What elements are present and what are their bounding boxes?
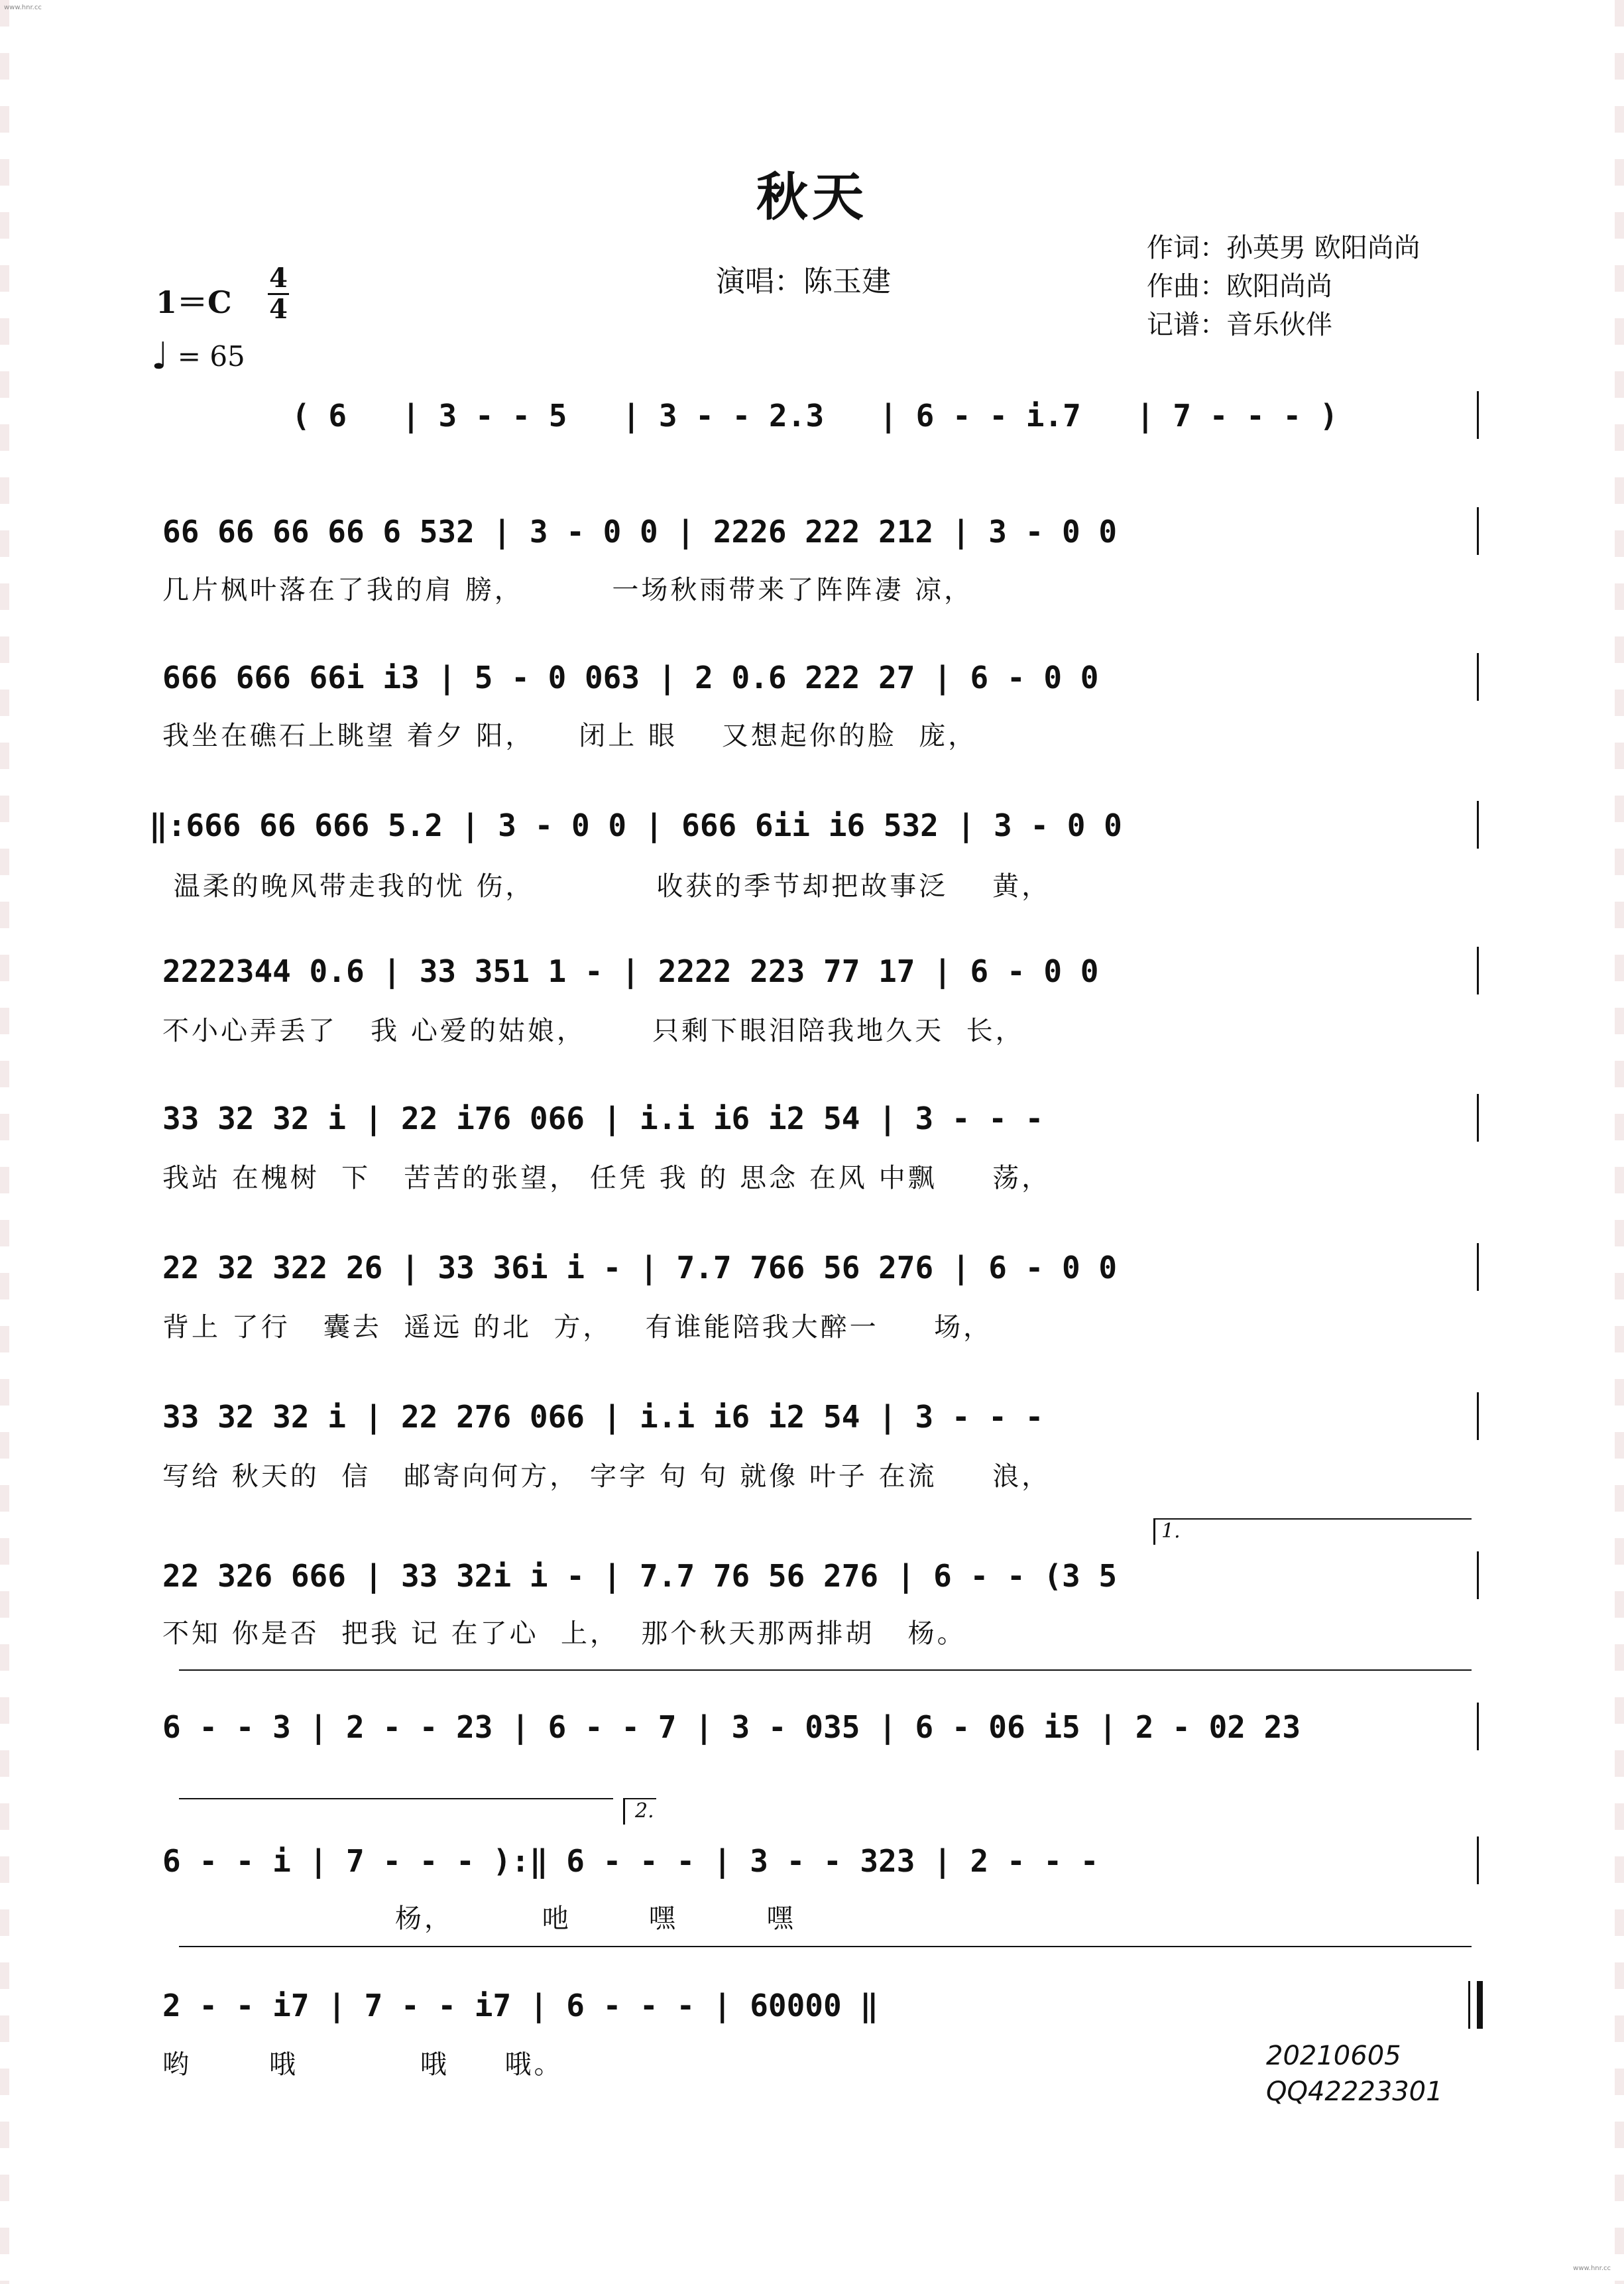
volta-1-bracket-left — [1153, 1518, 1155, 1545]
system-5-end-bar — [1477, 947, 1479, 994]
time-signature-bottom: 4 — [269, 294, 288, 325]
system-10-volta-line — [179, 1798, 613, 1799]
system-3-lyrics: 我坐在礁石上眺望 着夕 阳， 闭上 眼 又想起你的脸 庞， — [162, 721, 978, 751]
system-8-lyrics: 写给 秋天的 信 邮寄向何方， 字字 句 句 就像 叶子 在流 浪， — [162, 1461, 1051, 1492]
volta-1-label: 1. — [1161, 1520, 1181, 1543]
system-9-end-bar — [1477, 1551, 1479, 1599]
system-7-notes: 22 32 322 26 | 33 36i i - | 7.7 766 56 276 | 6 - 0 0 — [162, 1250, 1118, 1286]
system-11-notes: 6 - - i | 7 - - - ):‖ 6 - - - | 3 - - 323 | 2 - - - — [162, 1843, 1099, 1879]
system-1-end-bar — [1477, 391, 1479, 439]
system-7-end-bar — [1477, 1243, 1479, 1291]
system-4-end-bar — [1477, 801, 1479, 849]
credits-block — [1147, 229, 1421, 344]
system-12-lyrics: 哟 哦 哦 哦。 — [162, 2049, 563, 2080]
composer-credit: 作曲：欧阳尚尚 — [1147, 271, 1332, 302]
key-signature: 1＝C — [156, 284, 232, 320]
system-11-end-bar — [1477, 1836, 1479, 1884]
system-3-notes: 666 666 66i i3 | 5 - 0 063 | 2 0.6 222 27 | 6 - 0 0 — [162, 660, 1099, 695]
right-watermark-strip — [1615, 0, 1624, 2284]
corner-mark-top-left: www.hnr.cc — [4, 4, 42, 11]
system-5-lyrics: 不小心弄丢了 我 心爱的姑娘， 只剩下眼泪陪我地久天 长， — [162, 1016, 1025, 1046]
final-bar-thin — [1468, 1981, 1470, 2029]
system-11-volta-line — [179, 1946, 1472, 1947]
system-6-notes: 33 32 32 i | 22 i76 066 | i.i i6 i2 54 | 3 - - - — [162, 1101, 1044, 1136]
left-watermark-strip — [0, 0, 9, 2284]
system-9-notes: 22 326 666 | 33 32i i - | 7.7 76 56 276 | 6 - - (3 5 — [162, 1558, 1118, 1594]
tempo-value: = 65 — [177, 340, 245, 373]
system-3-end-bar — [1477, 653, 1479, 701]
system-8-end-bar — [1477, 1392, 1479, 1440]
system-1-notes: ( 6 | 3 - - 5 | 3 - - 2.3 | 6 - - i.7 | 7 - - - ) — [292, 398, 1338, 434]
system-5-notes: 2222344 0.6 | 33 351 1 - | 2222 223 77 17 | 6 - 0 0 — [162, 953, 1099, 989]
system-8-notes: 33 32 32 i | 22 276 066 | i.i i6 i2 54 | 3 - - - — [162, 1399, 1044, 1435]
footer-date: 20210605 — [1266, 2041, 1401, 2071]
quarter-note-icon: ♩ — [151, 335, 169, 378]
system-4-lyrics: 温柔的晚风带走我的忧 伤， 收获的季节却把故事泛 黄， — [162, 871, 1051, 902]
system-2-notes: 66 66 66 66 6 532 | 3 - 0 0 | 2226 222 212 | 3 - 0 0 — [162, 514, 1118, 550]
system-6-end-bar — [1477, 1094, 1479, 1142]
volta-2-bracket-left — [623, 1798, 625, 1825]
footer-qq: QQ42223301 — [1266, 2076, 1443, 2107]
system-4-notes: ‖:666 66 666 5.2 | 3 - 0 0 | 666 6ii i6 532 | 3 - 0 0 — [149, 808, 1122, 843]
volta-1-bracket — [1153, 1518, 1472, 1520]
system-9-lyrics: 不知 你是否 把我 记 在了心 上， 那个秋天那两排胡 杨。 — [162, 1618, 966, 1649]
corner-mark-bottom-right: www.hnr.cc — [1573, 2265, 1611, 2272]
time-signature — [265, 264, 292, 324]
time-signature-top: 4 — [269, 263, 288, 294]
system-10-end-bar — [1477, 1703, 1479, 1750]
system-11-lyrics: 杨， 吔 嘿 嘿 — [162, 1903, 796, 1934]
singer-credit: 演唱：陈玉建 — [716, 265, 891, 298]
tempo-marking — [151, 335, 245, 378]
volta-2-label: 2. — [635, 1799, 654, 1823]
system-12-notes: 2 - - i7 | 7 - - i7 | 6 - - - | 60000 ‖ — [162, 1988, 879, 2023]
system-9-volta-line — [179, 1669, 1472, 1671]
system-2-end-bar — [1477, 507, 1479, 555]
lyricist-credit: 作词：孙英男 欧阳尚尚 — [1147, 233, 1421, 263]
song-title: 秋天 — [756, 167, 868, 227]
final-bar-thick — [1477, 1981, 1483, 2029]
transcriber-credit: 记谱：音乐伙伴 — [1147, 310, 1332, 340]
system-2-lyrics: 几片枫叶落在了我的肩 膀， 一场秋雨带来了阵阵凄 凉， — [162, 575, 974, 605]
system-10-notes: 6 - - 3 | 2 - - 23 | 6 - - 7 | 3 - 035 | 6 - 06 i5 | 2 - 02 23 — [162, 1709, 1301, 1745]
system-7-lyrics: 背上 了行 囊去 遥远 的北 方， 有谁能陪我大醉一 场， — [162, 1312, 993, 1343]
system-6-lyrics: 我站 在槐树 下 苦苦的张望， 任凭 我 的 思念 在风 中飘 荡， — [162, 1163, 1051, 1193]
